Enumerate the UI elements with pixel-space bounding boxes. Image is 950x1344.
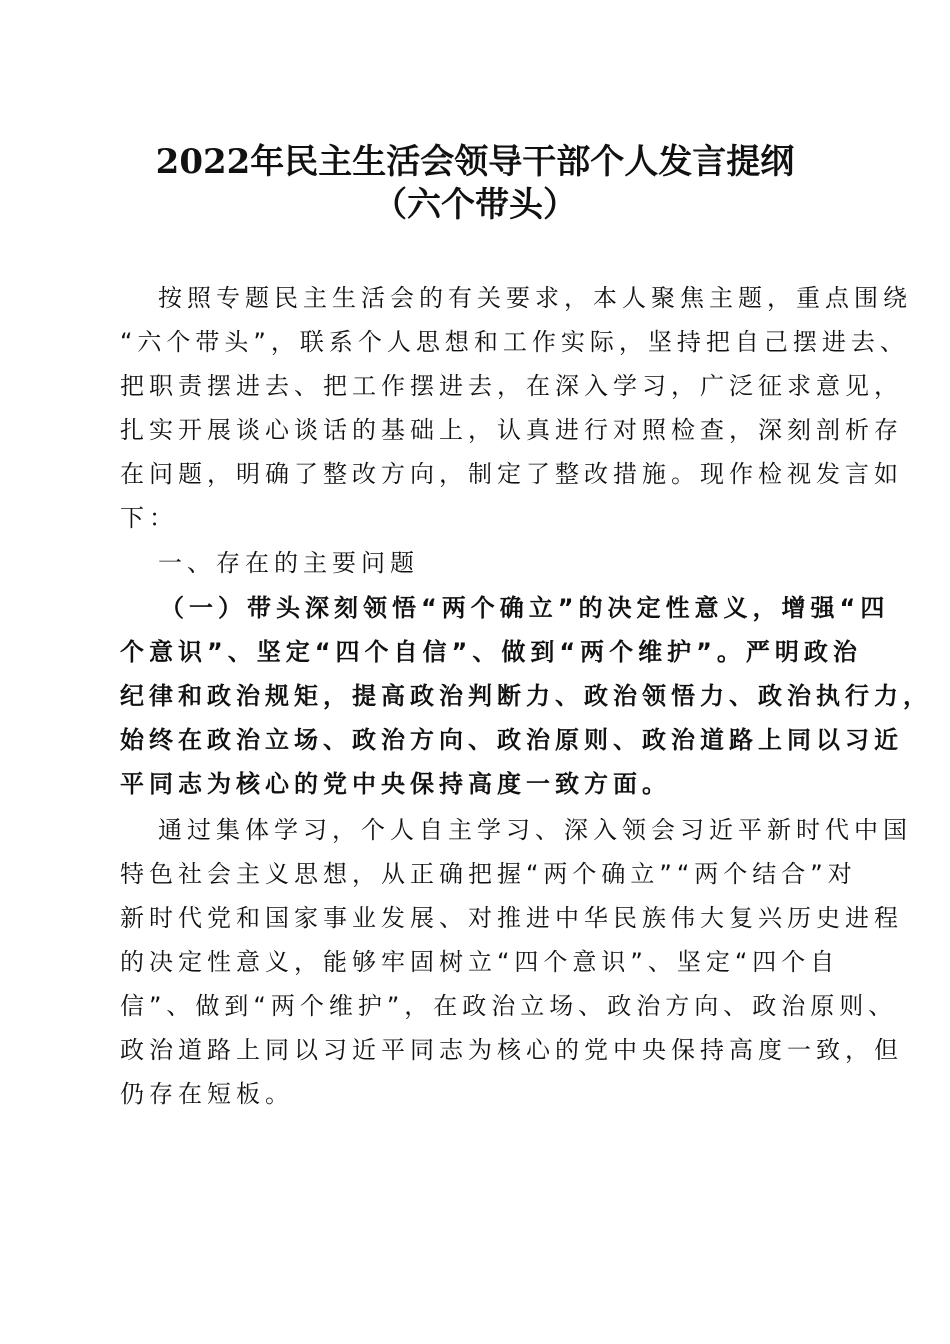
subsection-heading-line: （一）带头深刻领悟“两个确立”的决定性意义，增强“四	[160, 594, 890, 622]
document-subtitle: （六个带头）	[373, 185, 577, 225]
document-title: 2022年民主生活会领导干部个人发言提纲	[155, 142, 795, 182]
subsection-heading-line: 始终在政治立场、政治方向、政治原则、政治道路上同以习近	[120, 726, 903, 754]
text-line: 扎实开展谈心谈话的基础上，认真进行对照检查，深刻剖析存	[120, 416, 903, 444]
text-line: 特色社会主义思想，从正确把握“两个确立”“两个结合”对	[120, 860, 857, 888]
text-line: 通过集体学习，个人自主学习、深入领会习近平新时代中国	[158, 816, 912, 844]
text-line: 在问题，明确了整改方向，制定了整改措施。现作检视发言如	[120, 460, 903, 488]
subsection-heading-line: 个意识”、坚定“四个自信”、做到“两个维护”。严明政治	[120, 638, 862, 666]
text-line: 信”、做到“两个维护”，在政治立场、政治方向、政治原则、	[120, 992, 898, 1020]
text-line: 下：	[120, 504, 178, 532]
text-line: 按照专题民主生活会的有关要求，本人聚焦主题，重点围绕	[158, 284, 912, 312]
text-line: 的决定性意义，能够牢固树立“四个意识”、坚定“四个自	[120, 948, 840, 976]
text-line: 仍存在短板。	[120, 1080, 294, 1108]
text-line: 政治道路上同以习近平同志为核心的党中央保持高度一致，但	[120, 1036, 903, 1064]
section-heading: 一、存在的主要问题	[158, 549, 419, 577]
subsection-heading-line: 纪律和政治规矩，提高政治判断力、政治领悟力、政治执行力，	[120, 682, 932, 710]
text-line: 新时代党和国家事业发展、对推进中华民族伟大复兴历史进程	[120, 904, 903, 932]
subsection-heading-line: 平同志为核心的党中央保持高度一致方面。	[120, 770, 671, 798]
text-line: 把职责摆进去、把工作摆进去，在深入学习，广泛征求意见，	[120, 372, 903, 400]
text-line: “六个带头”，联系个人思想和工作实际，坚持把自己摆进去、	[120, 328, 909, 356]
